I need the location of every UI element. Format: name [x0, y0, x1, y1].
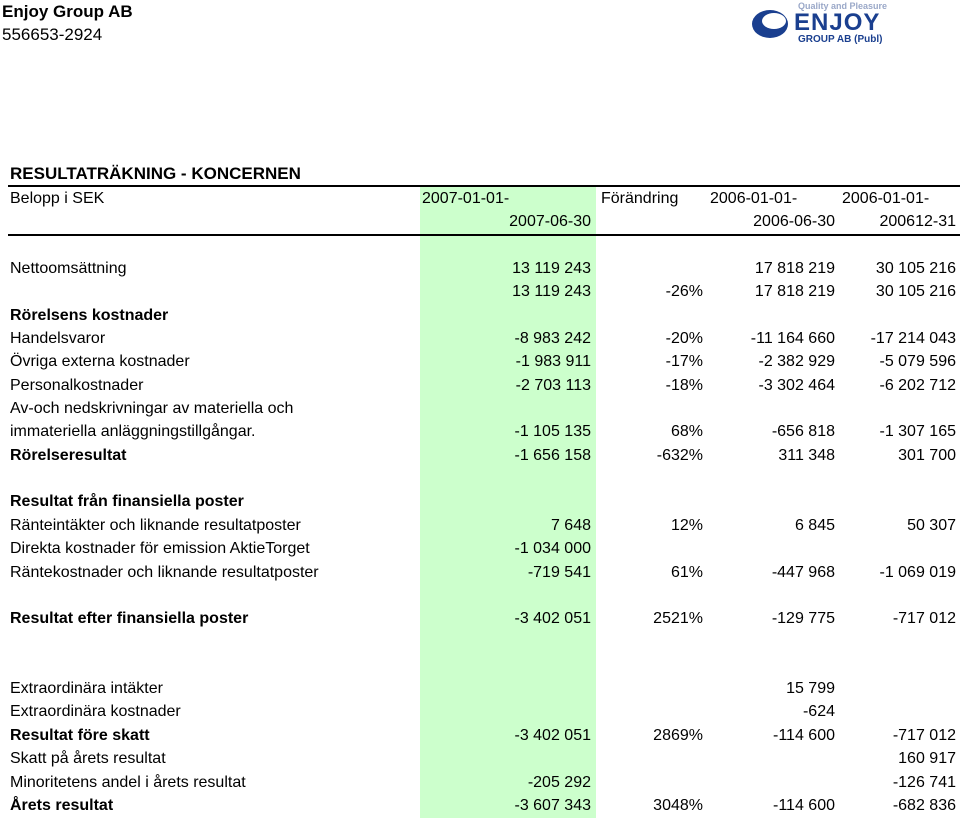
- row-label: Rörelsens kostnader: [10, 307, 169, 324]
- cell-2006fy: -1 069 019: [879, 564, 956, 581]
- cell-change: 68%: [670, 423, 703, 440]
- cell-2006fy: 160 917: [898, 750, 956, 767]
- table-row: [0, 747, 960, 770]
- cell-2007h1: -1 034 000: [514, 540, 591, 557]
- company-name: Enjoy Group AB: [2, 2, 133, 21]
- cell-2006fy: -6 202 712: [879, 377, 956, 394]
- cell-2006h1: 17 818 219: [754, 260, 835, 277]
- cell-2006fy: 301 700: [898, 447, 956, 464]
- cell-change: 12%: [670, 517, 703, 534]
- org-number: 556653-2924: [2, 25, 103, 44]
- row-label: Årets resultat: [10, 797, 114, 814]
- cell-2007h1: -3 607 343: [514, 797, 591, 814]
- cell-2006fy: -682 836: [892, 797, 956, 814]
- cell-2006fy: -717 012: [892, 727, 956, 744]
- row-label: Skatt på årets resultat: [10, 750, 166, 767]
- cell-2006h1: -3 302 464: [758, 377, 835, 394]
- logo-wordmark: ENJOY: [794, 9, 881, 36]
- cell-2006h1: -447 968: [771, 564, 835, 581]
- table-row: [0, 327, 960, 350]
- logo-tagline: Quality and Pleasure: [798, 1, 888, 11]
- cell-2006h1: -11 164 660: [750, 330, 835, 347]
- cell-2006h1: -129 775: [771, 610, 835, 627]
- table-row: [0, 257, 960, 280]
- row-label: Resultat från finansiella poster: [10, 493, 244, 510]
- cell-2006h1: 311 348: [778, 447, 835, 464]
- col4-header-line1: 2006-01-01-: [842, 190, 930, 207]
- cell-2007h1: -1 105 135: [514, 423, 591, 440]
- cell-2006h1: -114 600: [773, 797, 835, 814]
- cell-2006fy: -126 741: [892, 774, 956, 791]
- cell-change: -18%: [665, 377, 703, 394]
- cell-2006fy: -5 079 596: [879, 353, 956, 370]
- unit-label: Belopp i SEK: [10, 190, 105, 207]
- cell-2006fy: -17 214 043: [870, 330, 956, 347]
- cell-change: -632%: [656, 447, 703, 464]
- cell-2007h1: -1 656 158: [514, 447, 591, 464]
- cell-2006fy: 30 105 216: [875, 283, 956, 300]
- cell-change: -17%: [665, 353, 703, 370]
- cell-change: 2869%: [653, 727, 703, 744]
- col2-header: Förändring: [601, 190, 679, 207]
- table-row: [0, 374, 960, 397]
- total-row: [0, 794, 960, 817]
- cell-2007h1: 7 648: [550, 517, 591, 534]
- header-row-1: [0, 187, 960, 210]
- table-row: [0, 420, 960, 443]
- cell-2006h1: -656 818: [771, 423, 835, 440]
- table-row: [0, 561, 960, 584]
- row-label: Resultat före skatt: [10, 727, 150, 744]
- cell-2006h1: 15 799: [786, 680, 835, 697]
- header-bottom-rule: [8, 234, 960, 236]
- row-label: Personalkostnader: [10, 377, 144, 394]
- subtotal-row: [0, 444, 960, 467]
- subtotal-row: [0, 607, 960, 630]
- row-label: Ränteintäkter och liknande resultatposter: [10, 517, 301, 534]
- row-label: Av-och nedskrivningar av materiella och: [10, 400, 294, 417]
- cell-2007h1: -1 983 911: [515, 353, 591, 370]
- cell-2007h1: 13 119 243: [512, 283, 591, 300]
- enjoy-logo: [748, 0, 948, 44]
- cell-2007h1: -2 703 113: [515, 377, 591, 394]
- table-row: [0, 677, 960, 700]
- table-row: [0, 537, 960, 560]
- cell-2006h1: 6 845: [794, 517, 835, 534]
- col1-header-line1: 2007-01-01-: [422, 190, 510, 207]
- table-row: [0, 397, 960, 420]
- cell-2007h1: 13 119 243: [512, 260, 591, 277]
- row-label: Nettoomsättning: [10, 260, 127, 277]
- cell-change: 3048%: [653, 797, 703, 814]
- cell-2006fy: -1 307 165: [879, 423, 956, 440]
- row-label: Minoritetens andel i årets resultat: [10, 774, 246, 791]
- row-label: Extraordinära kostnader: [10, 703, 181, 720]
- row-label: Resultat efter finansiella poster: [10, 610, 249, 627]
- table-row: [0, 700, 960, 723]
- col3-header-line1: 2006-01-01-: [710, 190, 798, 207]
- section-heading: [0, 490, 960, 513]
- logo-subtitle: GROUP AB (Publ): [798, 34, 883, 44]
- col4-header-line2: 200612-31: [879, 213, 956, 230]
- row-label: Extraordinära intäkter: [10, 680, 163, 697]
- row-label: Räntekostnader och liknande resultatposter: [10, 564, 319, 581]
- col1-header-line2: 2007-06-30: [509, 213, 591, 230]
- cell-2006h1: -114 600: [773, 727, 835, 744]
- section-heading: [0, 304, 960, 327]
- cell-2007h1: -3 402 051: [514, 610, 591, 627]
- cell-change: 2521%: [653, 610, 703, 627]
- cell-2006h1: -624: [802, 703, 835, 720]
- cell-2006fy: 50 307: [907, 517, 956, 534]
- cell-2006fy: 30 105 216: [875, 260, 956, 277]
- table-row: [0, 514, 960, 537]
- header-row-2: [0, 210, 960, 233]
- cell-2006h1: -2 382 929: [758, 353, 835, 370]
- cell-change: -20%: [665, 330, 703, 347]
- cell-change: 61%: [670, 564, 703, 581]
- row-label: immateriella anläggningstillgångar.: [10, 423, 256, 440]
- table-row: [0, 280, 960, 303]
- col3-header-line2: 2006-06-30: [753, 213, 835, 230]
- cell-2007h1: -719 541: [527, 564, 591, 581]
- cell-2006fy: -717 012: [892, 610, 956, 627]
- row-label: Handelsvaror: [10, 330, 106, 347]
- table-row: [0, 350, 960, 373]
- cell-2007h1: -3 402 051: [514, 727, 591, 744]
- table-row: [0, 771, 960, 794]
- cell-2006h1: 17 818 219: [754, 283, 835, 300]
- subtotal-row: [0, 724, 960, 747]
- row-label: Direkta kostnader för emission AktieTorget: [10, 540, 310, 557]
- cell-2007h1: -8 983 242: [514, 330, 591, 347]
- row-label: Rörelseresultat: [10, 447, 127, 464]
- cell-2007h1: -205 292: [527, 774, 591, 791]
- cell-change: -26%: [665, 283, 703, 300]
- row-label: Övriga externa kostnader: [10, 353, 190, 370]
- report-title: RESULTATRÄKNING - KONCERNEN: [10, 164, 301, 183]
